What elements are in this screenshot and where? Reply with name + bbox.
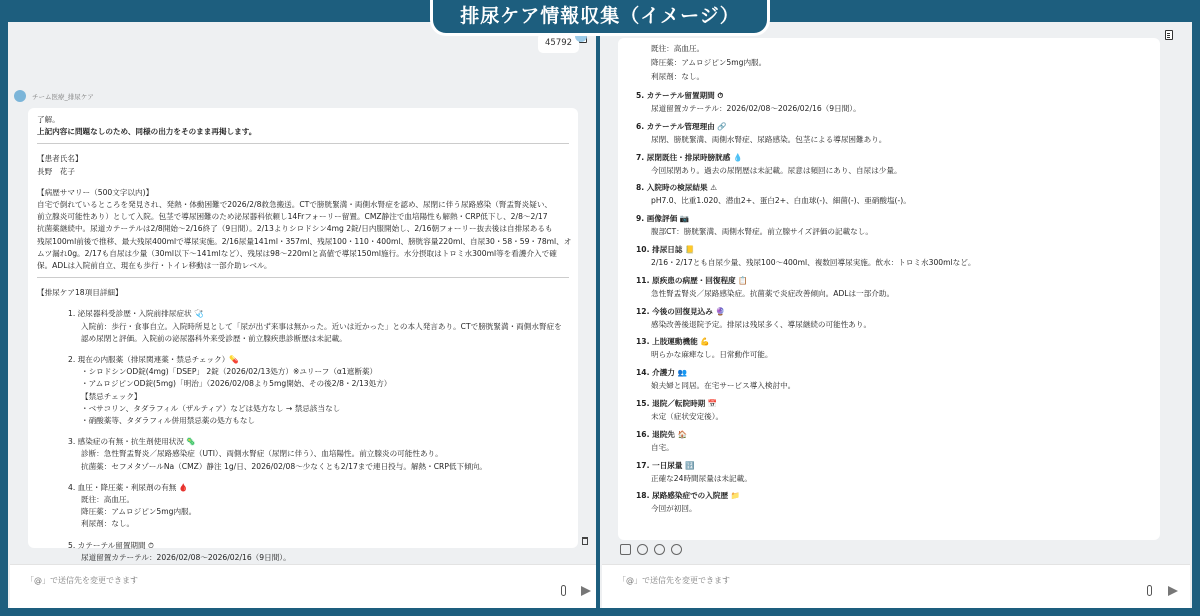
section-heading: 16. 退院先 🏠: [636, 429, 687, 439]
spacer: [37, 427, 569, 436]
left-response-content: [37, 114, 572, 564]
divider: [37, 143, 569, 144]
regenerate-icon[interactable]: [637, 544, 648, 555]
section-heading: 14. 介護力 👥: [636, 368, 687, 378]
spacer: [37, 299, 569, 308]
bot-response-card: [28, 108, 578, 562]
response-line: 【病歴サマリー（500文字以内)】: [37, 187, 154, 197]
response-line: ムツ漏れ0g。2/17も自尿は少量（30ml以下〜141mlなど）、残尿は98〜220mlと高値で導尿150ml施行。水分摂取はトロミ水300ml等を看護介入で確: [37, 248, 557, 258]
response-line: ・硝酸薬等、タダラフィル併用禁忌薬の処方もなし: [81, 416, 256, 426]
response-line: 感染改善後退院予定。排尿は残尿多く、導尿継続の可能性あり。: [651, 319, 872, 329]
response-line: 明らかな麻痺なし。日常動作可能。: [651, 350, 773, 360]
divider: [37, 277, 569, 278]
bot-avatar: [14, 90, 26, 102]
section-heading: 9. 画像評価 📷: [636, 214, 690, 224]
response-line: 診断：急性腎盂腎炎／尿路感染症（UTI）、両側水腎症（尿閉に伴う）、血培陽性。前立腺炎の可能性あり。: [81, 449, 443, 459]
response-line: 利尿剤：なし。: [651, 72, 705, 81]
response-line: 既往：高血圧。: [81, 495, 135, 505]
section-heading: 8. 入院時の検尿結果 ⚠: [636, 183, 718, 193]
input-placeholder-right: 「@」で送信先を変更できます: [618, 576, 730, 585]
section-heading: 11. 原疾患の病歴・回復程度 📋: [636, 275, 748, 285]
spacer: [37, 531, 569, 540]
bot-response-card-right: [618, 38, 1160, 540]
response-line: 抗菌薬継続中。尿道カテーテルは2/8開始〜2/16終了（9日間）。2/13よりシロドシン4mg 2錠/日内服開始し、2/16朝フォーリー抜去後は自排尿あるも: [37, 224, 553, 234]
section-heading: 13. 上肢運動機能 💪: [636, 337, 710, 347]
response-line: 娘夫婦と同居。在宅サービス導入検討中。: [651, 381, 796, 391]
response-line: 【患者氏名】: [37, 154, 83, 164]
response-line: 入院前：歩行・食事自立。入院時所見として「尿が出ず来事は無かった。近いは近かった」との本人発言あり。CTで膀胱緊満・両側水腎症を: [81, 321, 562, 331]
section-heading: 2. 現在の内服薬（排尿関連薬・禁忌チェック）💊: [68, 355, 239, 365]
response-line: ・ベサコリン、タダラフィル（ザルティア）などは処方なし → 禁忌該当なし: [81, 403, 341, 413]
response-line: 未定（症状安定後）。: [651, 412, 724, 421]
user-message-bubble: 45792: [538, 33, 579, 53]
section-heading: 15. 退院／転院時期 📅: [636, 399, 718, 408]
paperclip-icon[interactable]: [561, 585, 566, 596]
response-line: 【排尿ケア18項目詳細】: [37, 288, 123, 298]
document-icon[interactable]: [1165, 30, 1173, 40]
spacer: [37, 473, 569, 482]
response-line: 認め尿閉と評価。入院前の泌尿器科外来受診歴・前立腺疾患診断歴は未記載。: [81, 333, 347, 343]
response-line: 2/16・2/17とも自尿少量、残尿100〜400ml、複数回導尿実施。飲水：トロミ水300mlなど。: [651, 258, 976, 267]
section-heading: 17. 一日尿量 🔢: [636, 460, 695, 470]
response-line: 既往：高血圧。: [651, 44, 705, 53]
section-heading: 12. 今後の回復見込み 🔮: [636, 306, 725, 316]
response-line: 今回尿閉あり。過去の尿閉歴は未記載。尿意は頻回にあり、自尿は少量。: [651, 165, 902, 175]
section-heading: 1. 泌尿器科受診歴・入院前排尿症状 🩺: [68, 309, 204, 319]
response-line: 自宅。: [651, 442, 674, 452]
response-line: 正確な24時間尿量は未記載。: [651, 473, 752, 483]
response-line: 長野 花子: [37, 166, 75, 176]
section-heading: 4. 血圧・降圧薬・利尿剤の有無 🩸: [68, 482, 189, 492]
response-line: 保。ADLは入院前自立、現在も歩行・トイレ移動は一部介助レベル。: [37, 261, 272, 271]
response-line: ・シロドシンOD錠(4mg)「DSEP」 2錠（2026/02/13処方）※ユリーフ（α1遮断薬）: [81, 367, 378, 377]
response-line: 尿閉、膀胱緊満、両側水腎症、尿路感染。包茎による導尿困難あり。: [651, 134, 887, 144]
section-heading: 6. カテーテル管理理由 🔗: [636, 121, 727, 131]
response-line: 降圧薬：アムロジピン5mg内服。: [651, 58, 767, 67]
page-title: 排尿ケア情報収集（イメージ）: [430, 0, 770, 36]
response-line: pH7.0、比重1.020、潜血2+、蛋白2+、白血球(-)、細菌(-)、亜硝酸塩(-)。: [651, 196, 911, 206]
bot-name: チーム医療_排尿ケア: [32, 93, 94, 101]
input-placeholder: 「@」で送信先を変更できます: [26, 576, 138, 585]
speaker-icon[interactable]: [654, 544, 665, 555]
spacer: [37, 345, 569, 354]
response-line: 残尿100ml前後で推移、最大残尿400mlで導尿実施。2/16尿量141ml・357ml、残尿100・110・400ml、膀胱容量220ml、自尿30・58・59・78ml、オ: [37, 236, 572, 246]
response-line: 腹部CT：膀胱緊満、両側水腎症。前立腺サイズ評価の記載なし。: [651, 227, 873, 237]
response-line: 急性腎盂腎炎／尿路感染症。抗菌薬で炎症改善傾向。ADLは一部介助。: [651, 288, 895, 298]
paperclip-icon[interactable]: [1147, 585, 1152, 596]
response-line: 尿道留置カテーテル：2026/02/08〜2026/02/16（9日間）。: [81, 552, 291, 562]
response-line: 尿道留置カテーテル：2026/02/08〜2026/02/16（9日間）。: [651, 104, 861, 113]
response-line: 今回が初回。: [651, 504, 697, 514]
response-line: 【禁忌チェック】: [81, 391, 142, 401]
response-line: 上記内容に問題なしのため、同様の出力をそのまま再掲します。: [37, 127, 257, 137]
response-line: 了解。: [37, 115, 60, 124]
send-icon[interactable]: [1168, 586, 1178, 596]
response-line: 前立腺炎可能性あり）として入院。包茎で導尿困難のため泌尿器科依頼し14Frフォーリー留置。CMZ静注で血培陽性も解熱・CRP低下し、2/8〜2/17: [37, 212, 548, 222]
section-heading: 7. 尿閉既往・排尿時膀胱感 💧: [636, 152, 743, 162]
spacer: [37, 178, 569, 187]
section-heading: 5. カテーテル留置期間 ⏱: [68, 540, 154, 550]
response-line: ・アムロジピンOD錠(5mg)「明治」（2026/02/08より5mg開始、その後2/8・2/13処方）: [81, 379, 392, 389]
send-icon[interactable]: [581, 586, 591, 596]
response-line: 降圧薬：アムロジピン5mg内服。: [81, 507, 197, 517]
trash-icon[interactable]: [582, 537, 588, 545]
response-line: 抗菌薬：セフメタゾールNa（CMZ）静注 1g/日、2026/02/08〜少なくとも2/17まで連日投与。解熱・CRP低下傾向。: [81, 461, 487, 471]
more-icon[interactable]: [671, 544, 682, 555]
response-line: 自宅で倒れているところを発見され、発熱・体動困難で2026/2/8救急搬送。CTで膀胱緊満・両側水腎症を認め、尿閉に伴う尿路感染（腎盂腎炎疑い、: [37, 200, 553, 210]
section-heading: 10. 排尿日誌 📒: [636, 245, 695, 254]
right-message-input[interactable]: [602, 564, 1190, 608]
copy-icon[interactable]: [620, 544, 631, 555]
section-heading: 3. 感染症の有無・抗生剤使用状況 🦠: [68, 437, 196, 447]
section-heading: 18. 尿路感染症での入院歴 📁: [636, 491, 741, 501]
left-message-input[interactable]: [10, 564, 596, 608]
section-heading: 5. カテーテル留置期間 ⏱: [636, 91, 724, 100]
response-line: 利尿剤：なし。: [81, 519, 135, 529]
